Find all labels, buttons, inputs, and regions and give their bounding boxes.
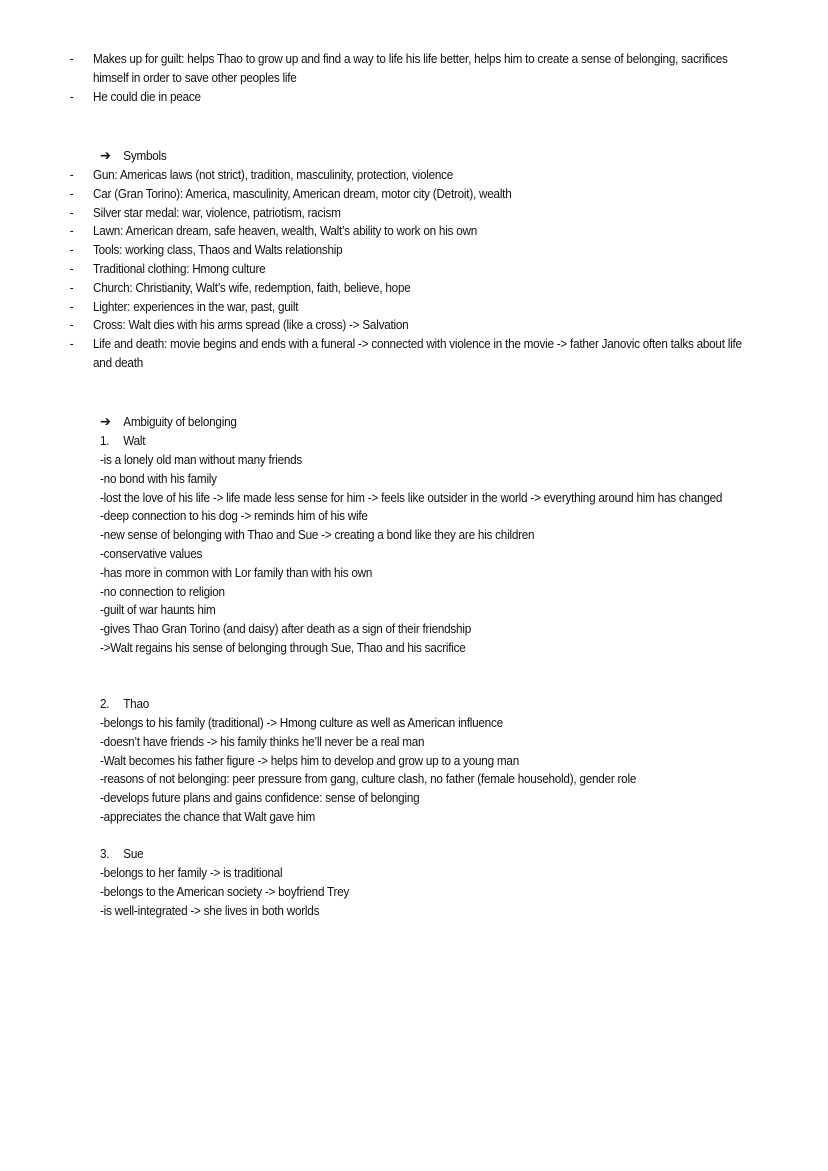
list-item-text: Cross: Walt dies with his arms spread (like a cross) -> Salvation: [93, 318, 409, 333]
note-line: -belongs to his family (traditional) -> Hmong culture as well as American influence: [100, 716, 503, 730]
note-line: -has more in common with Lor family than with his own: [100, 565, 373, 580]
list-item: - Cross: Walt dies with his arms spread (like a cross) -> Salvation: [0, 316, 800, 335]
list-item-text: Car (Gran Torino): America, masculinity, American dream, motor city (Detroit), wealth: [93, 186, 512, 201]
sue-notes: [100, 864, 751, 920]
list-item: - Silver star medal: war, violence, patriotism, racism: [0, 204, 800, 223]
note-line: -deep connection to his dog -> reminds him of his wife: [100, 509, 368, 524]
ambiguity-heading-label: Ambiguity of belonging: [123, 415, 237, 429]
symbols-heading: [100, 147, 167, 166]
note-line: -conservative values: [100, 546, 203, 561]
arrow-right-icon: ➔: [100, 148, 111, 164]
top-bullet-list: [0, 50, 800, 106]
section-name: Sue: [123, 847, 144, 861]
note-line: -belongs to her family -> is traditional: [100, 866, 283, 880]
note-line: -develops future plans and gains confidence: sense of belonging: [100, 791, 420, 806]
list-item: - Traditional clothing: Hmong culture: [0, 260, 800, 279]
symbols-list: [0, 166, 800, 373]
arrow-right-icon: ➔: [100, 414, 111, 430]
thao-heading: [100, 695, 149, 714]
list-item: - Lawn: American dream, safe heaven, wealth, Walt’s ability to work on his own: [0, 222, 800, 241]
list-item: - Tools: working class, Thaos and Walts relationship: [0, 241, 800, 260]
note-line: -guilt of war haunts him: [100, 603, 216, 618]
walt-heading: [100, 432, 145, 451]
list-item: - Car (Gran Torino): America, masculinity, American dream, motor city (Detroit), wealth: [0, 185, 800, 204]
note-line: -gives Thao Gran Torino (and daisy) after death as a sign of their friendship: [100, 622, 471, 637]
note-line: -belongs to the American society -> boyfriend Trey: [100, 884, 350, 899]
section-name: Walt: [123, 434, 146, 448]
note-line: -doesn’t have friends -> his family thinks he’ll never be a real man: [100, 734, 425, 749]
list-item: - Makes up for guilt: helps Thao to grow up and find a way to life his life better, helps him to create a sense of belonging, sacrifices himself in order to save other peoples life: [0, 50, 800, 88]
note-line: -is well-integrated -> she lives in both worlds: [100, 903, 320, 918]
note-line: -lost the love of his life -> life made less sense for him -> feels like outsider in the world -> everything around him has changed: [100, 490, 723, 505]
symbols-heading-label: Symbols: [123, 149, 167, 163]
note-line: -Walt becomes his father figure -> helps him to develop and grow up to a young man: [100, 753, 519, 768]
sue-heading: [100, 845, 143, 864]
note-line: ->Walt regains his sense of belonging through Sue, Thao and his sacrifice: [100, 640, 466, 655]
list-item-text: He could die in peace: [93, 89, 201, 104]
list-item-text: Makes up for guilt: helps Thao to grow up and find a way to life his life better, helps him to create a sense of belonging, sacrifices himself in order to save other peoples life: [93, 52, 728, 85]
list-item-text: Life and death: movie begins and ends with a funeral -> connected with violence in the movie -> father Janovic often talks about life and death: [93, 337, 742, 370]
list-item-text: Lawn: American dream, safe heaven, wealth, Walt’s ability to work on his own: [93, 224, 478, 239]
list-item-text: Church: Christianity, Walt’s wife, redemption, faith, believe, hope: [93, 280, 411, 295]
list-item: - Gun: Americas laws (not strict), tradition, masculinity, protection, violence: [0, 166, 800, 185]
list-item: - He could die in peace: [0, 88, 800, 107]
note-line: -new sense of belonging with Thao and Sue -> creating a bond like they are his children: [100, 528, 535, 543]
section-name: Thao: [123, 697, 150, 711]
section-number: 2.: [100, 697, 110, 711]
list-item-text: Traditional clothing: Hmong culture: [93, 261, 266, 276]
list-item: - Lighter: experiences in the war, past, guilt: [0, 298, 800, 317]
ambiguity-heading: [100, 413, 237, 432]
list-item-text: Lighter: experiences in the war, past, guilt: [93, 299, 299, 314]
list-item-text: Gun: Americas laws (not strict), tradition, masculinity, protection, violence: [93, 168, 454, 182]
note-line: -reasons of not belonging: peer pressure from gang, culture clash, no father (female household), gender role: [100, 772, 637, 787]
list-item: - Life and death: movie begins and ends with a funeral -> connected with violence in the movie -> father Janovic often talks about life and death: [0, 335, 800, 373]
list-item-text: Tools: working class, Thaos and Walts relationship: [93, 243, 343, 258]
list-item: - Church: Christianity, Walt’s wife, redemption, faith, believe, hope: [0, 279, 800, 298]
section-number: 1.: [100, 434, 110, 448]
walt-notes: [100, 451, 751, 658]
note-line: -appreciates the chance that Walt gave him: [100, 809, 316, 824]
list-item-text: Silver star medal: war, violence, patriotism, racism: [93, 205, 341, 220]
note-line: -is a lonely old man without many friends: [100, 453, 303, 467]
thao-notes: [100, 714, 751, 827]
note-line: -no bond with his family: [100, 471, 217, 486]
section-number: 3.: [100, 847, 110, 861]
note-line: -no connection to religion: [100, 584, 225, 599]
